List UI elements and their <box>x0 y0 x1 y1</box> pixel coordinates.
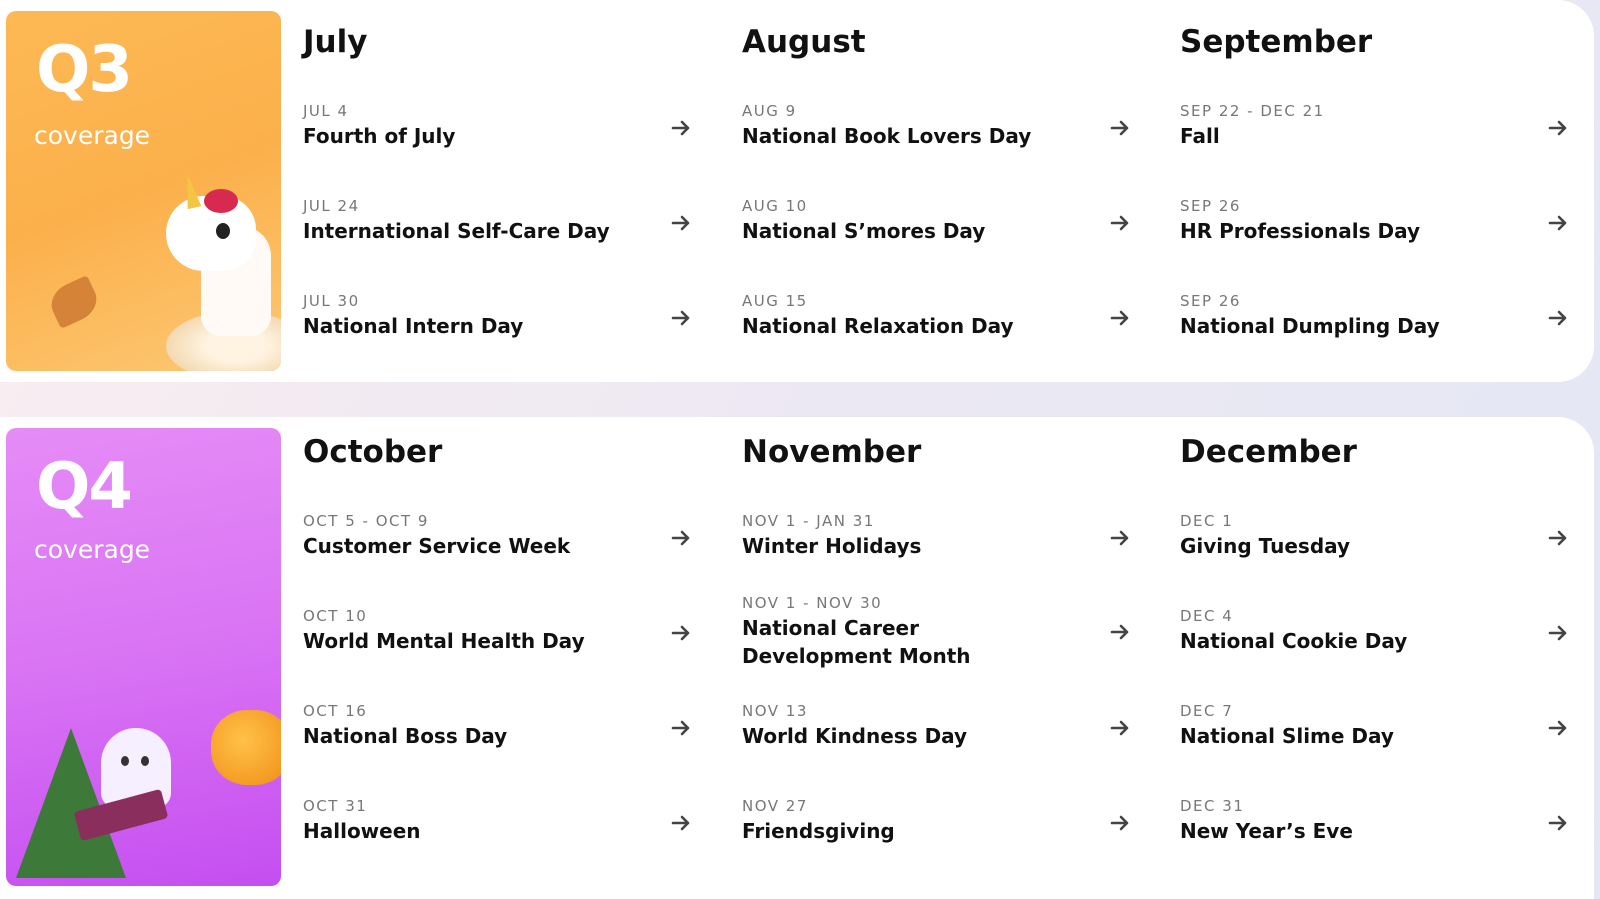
event-date: OCT 31 <box>303 797 368 815</box>
arrow-right-icon[interactable] <box>669 526 693 550</box>
arrow-right-icon[interactable] <box>1546 716 1570 740</box>
autumn-leaf-illustration <box>45 275 103 329</box>
event-item[interactable] <box>1180 102 1570 182</box>
event-date: NOV 27 <box>742 797 808 815</box>
arrow-right-icon[interactable] <box>1108 716 1132 740</box>
event-item[interactable] <box>303 702 693 782</box>
q3-section <box>0 0 1594 382</box>
event-item[interactable] <box>742 292 1132 372</box>
arrow-right-icon[interactable] <box>1546 211 1570 235</box>
event-item[interactable] <box>742 102 1132 182</box>
month-august <box>742 24 1132 364</box>
event-name: International Self-Care Day <box>303 219 610 243</box>
arrow-right-icon[interactable] <box>1546 116 1570 140</box>
month-title: August <box>742 24 866 60</box>
event-name: National Dumpling Day <box>1180 314 1440 338</box>
event-item[interactable] <box>742 797 1132 877</box>
pumpkin-illustration <box>211 710 281 785</box>
event-item[interactable] <box>303 102 693 182</box>
arrow-right-icon[interactable] <box>1108 526 1132 550</box>
event-date: NOV 1 - JAN 31 <box>742 512 875 530</box>
q3-coverage-card <box>6 11 281 371</box>
month-title: December <box>1180 434 1357 470</box>
event-name: Fall <box>1180 124 1220 148</box>
event-item[interactable] <box>742 594 1132 674</box>
month-title: September <box>1180 24 1373 60</box>
event-date: NOV 1 - NOV 30 <box>742 594 883 612</box>
arrow-right-icon[interactable] <box>669 306 693 330</box>
event-item[interactable] <box>303 797 693 877</box>
event-item[interactable] <box>303 607 693 687</box>
event-name: World Kindness Day <box>742 724 968 748</box>
event-date: AUG 10 <box>742 197 808 215</box>
event-name: National Book Lovers Day <box>742 124 1032 148</box>
event-name: Customer Service Week <box>303 534 571 558</box>
event-date: DEC 1 <box>1180 512 1234 530</box>
event-date: AUG 15 <box>742 292 808 310</box>
arrow-right-icon[interactable] <box>1546 621 1570 645</box>
event-item[interactable] <box>1180 512 1570 592</box>
event-name: National Career Development Month <box>742 616 971 668</box>
month-title: October <box>303 434 443 470</box>
event-date: NOV 13 <box>742 702 808 720</box>
event-date: OCT 5 - OCT 9 <box>303 512 429 530</box>
event-date: DEC 4 <box>1180 607 1234 625</box>
event-name: New Year’s Eve <box>1180 819 1353 843</box>
event-item[interactable] <box>1180 197 1570 277</box>
month-november <box>742 434 1132 894</box>
arrow-right-icon[interactable] <box>669 211 693 235</box>
arrow-right-icon[interactable] <box>1108 306 1132 330</box>
event-date: OCT 16 <box>303 702 368 720</box>
event-item[interactable] <box>742 512 1132 592</box>
arrow-right-icon[interactable] <box>669 811 693 835</box>
event-name: Giving Tuesday <box>1180 534 1351 558</box>
arrow-right-icon[interactable] <box>669 621 693 645</box>
month-december <box>1180 434 1570 894</box>
event-item[interactable] <box>742 702 1132 782</box>
event-name: National Cookie Day <box>1180 629 1408 653</box>
arrow-right-icon[interactable] <box>1108 211 1132 235</box>
q4-coverage-label: coverage <box>34 535 151 564</box>
event-item[interactable] <box>303 512 693 592</box>
q4-section <box>0 417 1594 899</box>
event-date: JUL 4 <box>303 102 349 120</box>
event-name: National S’mores Day <box>742 219 986 243</box>
event-date: AUG 9 <box>742 102 797 120</box>
event-item[interactable] <box>742 197 1132 277</box>
event-name: Halloween <box>303 819 421 843</box>
event-date: JUL 24 <box>303 197 360 215</box>
month-title: July <box>303 24 368 60</box>
event-name: Winter Holidays <box>742 534 922 558</box>
unicorn-mane-illustration <box>204 189 238 213</box>
arrow-right-icon[interactable] <box>1108 620 1132 644</box>
arrow-right-icon[interactable] <box>1546 811 1570 835</box>
event-date: SEP 26 <box>1180 292 1241 310</box>
arrow-right-icon[interactable] <box>1108 116 1132 140</box>
event-name: National Slime Day <box>1180 724 1394 748</box>
q3-coverage-label: coverage <box>34 121 151 150</box>
event-date: OCT 10 <box>303 607 368 625</box>
event-item[interactable] <box>1180 702 1570 782</box>
event-item[interactable] <box>1180 607 1570 687</box>
q3-label: Q3 <box>36 33 131 107</box>
event-date: SEP 22 - DEC 21 <box>1180 102 1325 120</box>
event-name: National Boss Day <box>303 724 508 748</box>
event-name: Fourth of July <box>303 124 456 148</box>
event-item[interactable] <box>303 292 693 372</box>
month-october <box>303 434 693 894</box>
event-date: DEC 31 <box>1180 797 1245 815</box>
arrow-right-icon[interactable] <box>669 716 693 740</box>
event-date: SEP 26 <box>1180 197 1241 215</box>
event-item[interactable] <box>303 197 693 277</box>
ghost-eye <box>121 756 129 766</box>
ghost-eye <box>141 756 149 766</box>
event-date: DEC 7 <box>1180 702 1234 720</box>
arrow-right-icon[interactable] <box>1546 306 1570 330</box>
unicorn-eye-illustration <box>216 223 230 239</box>
event-item[interactable] <box>1180 292 1570 372</box>
arrow-right-icon[interactable] <box>1108 811 1132 835</box>
arrow-right-icon[interactable] <box>1546 526 1570 550</box>
event-name: National Relaxation Day <box>742 314 1014 338</box>
event-date: JUL 30 <box>303 292 360 310</box>
month-july <box>303 24 693 364</box>
month-title: November <box>742 434 922 470</box>
q4-label: Q4 <box>36 450 131 524</box>
event-name: World Mental Health Day <box>303 629 585 653</box>
event-item[interactable] <box>1180 797 1570 877</box>
event-name: National Intern Day <box>303 314 524 338</box>
month-september <box>1180 24 1570 364</box>
q4-coverage-card <box>6 428 281 886</box>
event-name: HR Professionals Day <box>1180 219 1421 243</box>
arrow-right-icon[interactable] <box>669 116 693 140</box>
event-name: Friendsgiving <box>742 819 895 843</box>
